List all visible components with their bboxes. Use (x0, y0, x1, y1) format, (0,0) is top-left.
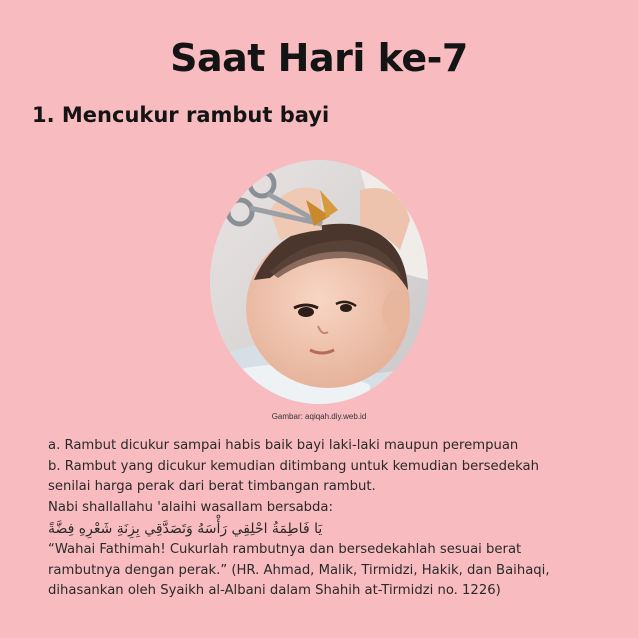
section-heading: 1. Mencukur rambut bayi (32, 103, 330, 127)
translation-line-1: “Wahai Fathimah! Cukurlah rambutnya dan bersedekahlah sesuai berat (48, 542, 522, 557)
slide-body (48, 436, 628, 602)
hadith-intro: Nabi shallallahu 'alaihi wasallam bersabda: (48, 499, 333, 515)
slide-title: Saat Hari ke-7 (170, 36, 468, 80)
point-b-line-2: senilai harga perak dari berat timbangan rambut. (48, 479, 376, 494)
image-caption: Gambar: aqiqah.diy.web.id (271, 412, 367, 421)
translation-line-2: rambutnya dengan perak.” (HR. Ahmad, Malik, Tirmidzi, Hakik, dan Baihaqi, (48, 562, 550, 578)
arabic-hadith: يَا فَاطِمَةُ احْلِقِي رَأْسَهُ وَتَصَدَّقِي بِزِنَةِ شَعْرِهِ فِضَّةً (48, 521, 323, 537)
translation-line-3: dihasankan oleh Syaikh al-Albani dalam Shahih at-Tirmidzi no. 1226) (48, 583, 501, 598)
point-a: a. Rambut dicukur sampai habis baik bayi laki-laki maupun perempuan (48, 438, 519, 453)
baby-haircut-photo (210, 160, 428, 404)
point-b-line-1: b. Rambut yang dicukur kemudian ditimbang untuk kemudian bersedekah (48, 458, 539, 474)
